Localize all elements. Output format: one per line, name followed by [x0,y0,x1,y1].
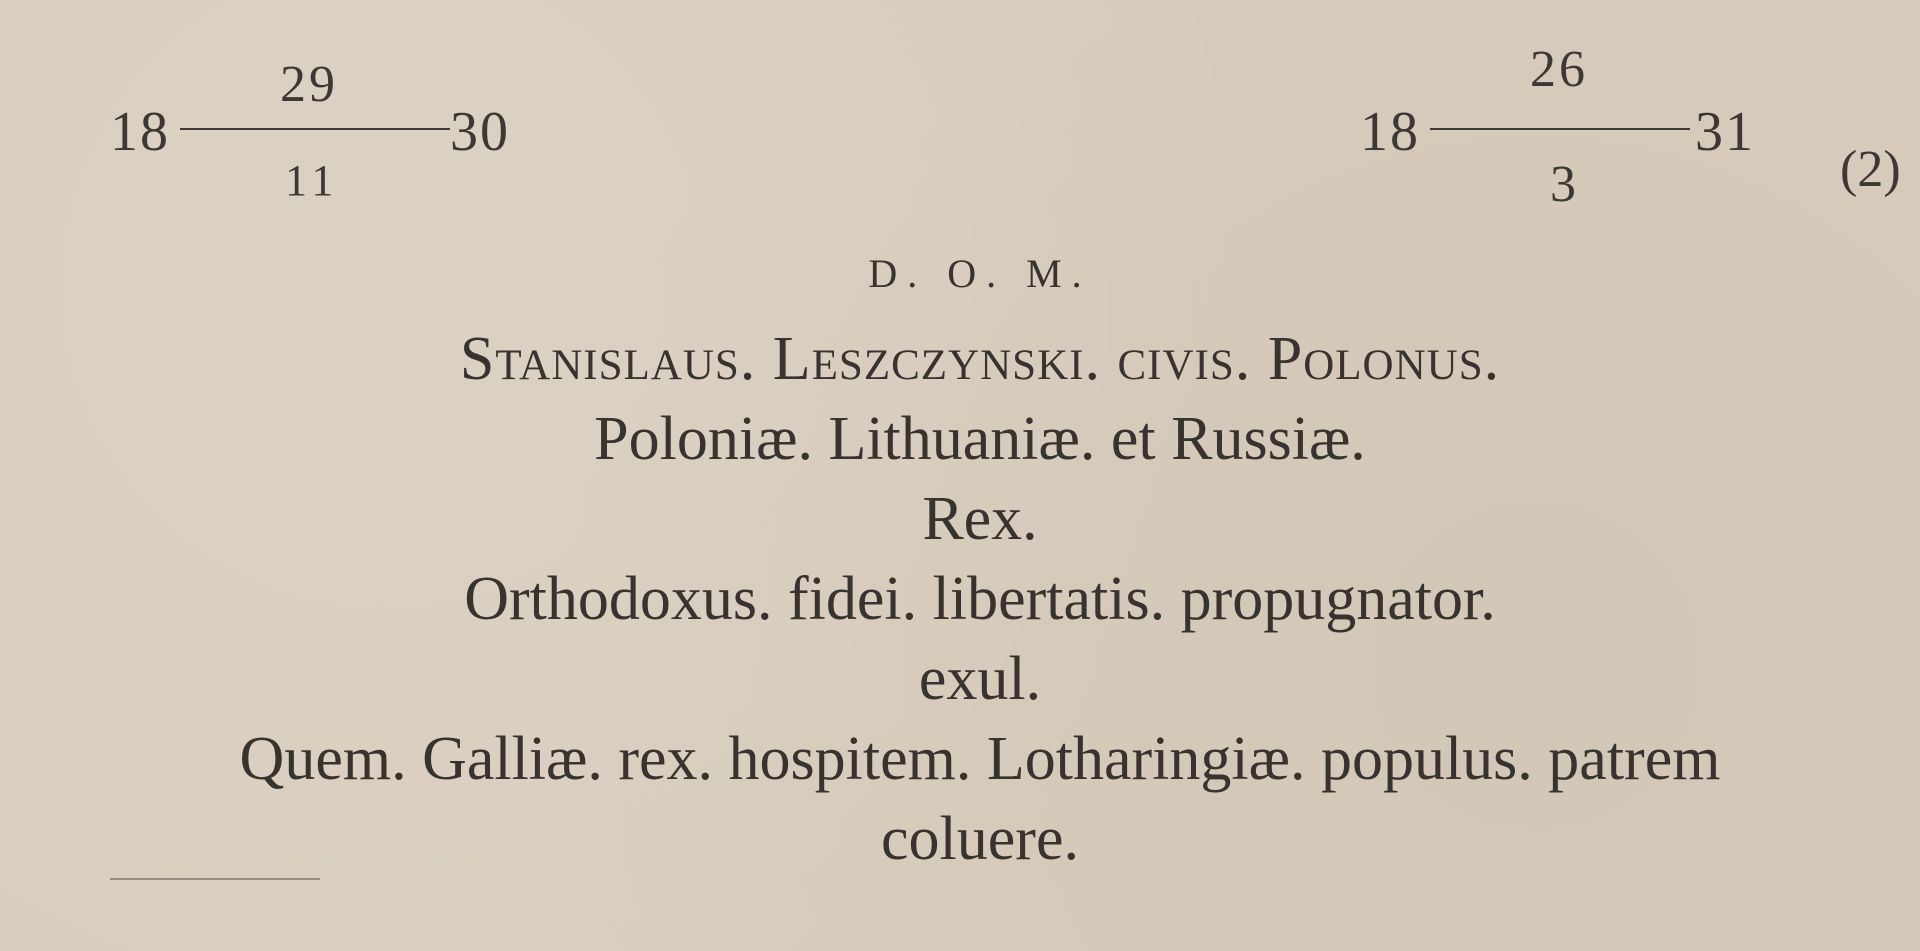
date-right-line [1430,128,1690,130]
section-divider [110,878,320,880]
inscription-line-5: exul. [918,645,1042,713]
inscription-line-7: coluere. [881,805,1079,873]
inscription-line-6: Quem. Galliæ. rex. hospitem. Lotharingiæ. populus. patrem [239,725,1721,793]
date-notation-left [110,50,530,220]
date-right-top: 26 [1530,41,1588,98]
date-left-bottom: 11 [285,156,340,205]
inscription-line-3: Rex. [922,485,1038,553]
date-notation-right [1360,41,1810,220]
date-left-prefix: 18 [110,101,170,163]
date-left-line [180,128,450,130]
inscription [80,250,1880,879]
date-right-suffix: 31 [1695,101,1755,163]
date-left-top: 29 [280,56,338,113]
inscription-line-1: Stanislaus. Leszczynski. civis. Polonus. [459,325,1501,393]
inscription-line-4: Orthodoxus. fidei. libertatis. propugnator. [464,565,1496,633]
page-note: (2) [1840,141,1901,198]
date-right-bottom: 3 [1550,156,1579,213]
date-left-suffix: 30 [450,101,510,163]
dom-heading: D. O. M. [868,251,1092,296]
date-right-prefix: 18 [1360,101,1420,163]
inscription-line-2: Poloniæ. Lithuaniæ. et Russiæ. [594,405,1366,473]
